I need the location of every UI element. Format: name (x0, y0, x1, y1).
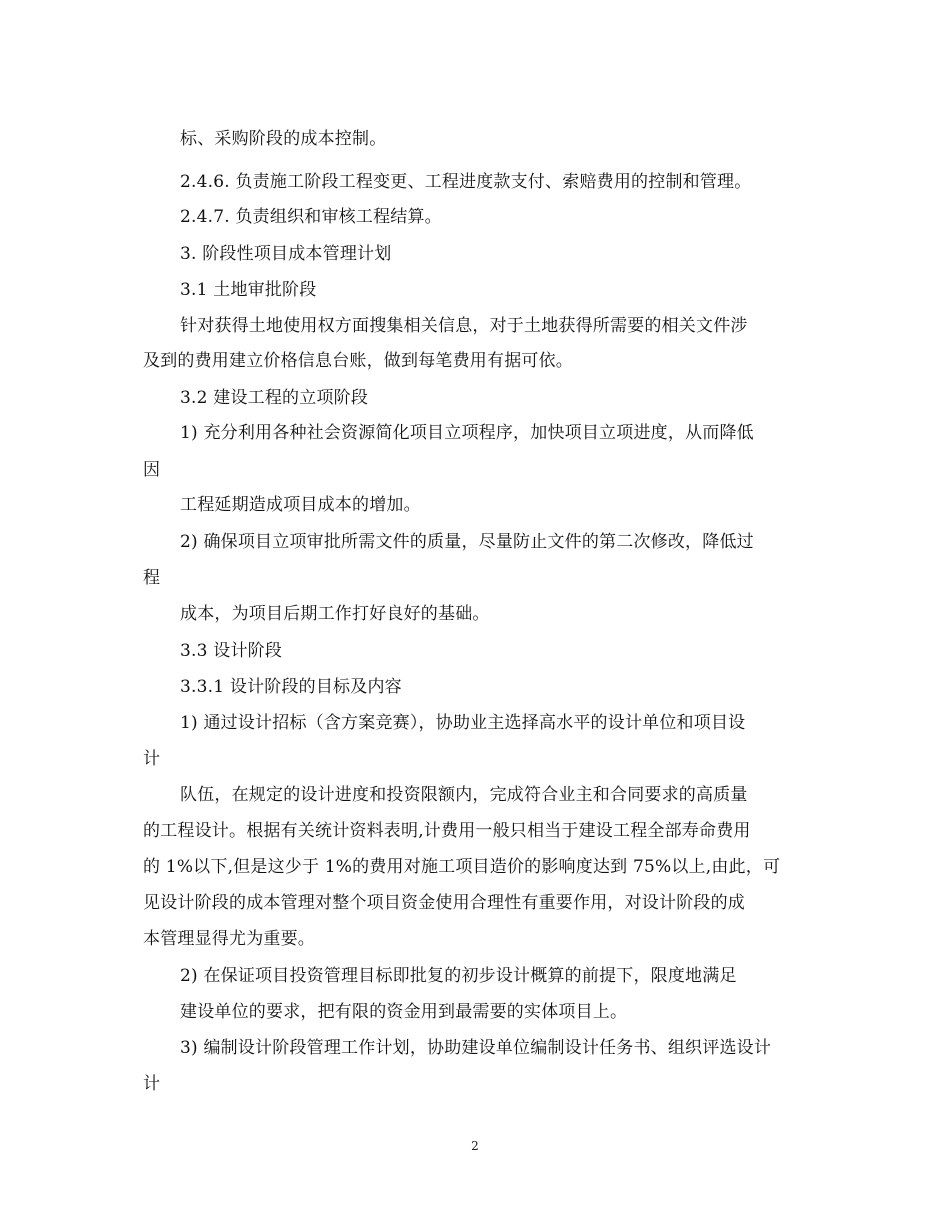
text-line: 3) 编制设计阶段管理工作计划，协助建设单位编制设计任务书、组织评选设计 (180, 1038, 772, 1058)
text-line: 2.4.6. 负责施工阶段工程变更、工程进度款支付、索赔费用的控制和管理。 (180, 172, 752, 192)
page-number: 2 (471, 1139, 479, 1153)
text-line: 队伍，在规定的设计进度和投资限额内，完成符合业主和合同要求的高质量 (180, 785, 748, 805)
text-line: 计 (143, 1074, 161, 1094)
text-line: 及到的费用建立价格信息台账，做到每笔费用有据可依。 (143, 351, 573, 371)
text-line: 2) 在保证项目投资管理目标即批复的初步设计概算的前提下，限度地满足 (180, 966, 737, 986)
text-line: 1) 充分利用各种社会资源简化项目立项程序，加快项目立项进度，从而降低 (180, 423, 754, 443)
text-line: 针对获得土地使用权方面搜集相关信息，对于土地获得所需要的相关文件涉 (180, 316, 748, 336)
subsection-heading: 3.3.1 设计阶段的目标及内容 (180, 677, 402, 697)
text-line: 2) 确保项目立项审批所需文件的质量，尽量防止文件的第二次修改，降低过 (180, 532, 754, 552)
text-line: 建设单位的要求，把有限的资金用到最需要的实体项目上。 (180, 1002, 628, 1022)
text-line: 1) 通过设计招标（含方案竞赛），协助业主选择高水平的设计单位和项目设 (180, 713, 746, 733)
subsection-heading: 3.1 土地审批阶段 (180, 280, 317, 300)
subsection-heading: 3.2 建设工程的立项阶段 (180, 388, 369, 408)
text-line: 见设计阶段的成本管理对整个项目资金使用合理性有重要作用，对设计阶段的成 (143, 893, 745, 913)
section-heading: 3. 阶段性项目成本管理计划 (180, 244, 392, 264)
text-line: 成本，为项目后期工作打好良好的基础。 (180, 604, 490, 624)
text-line: 程 (143, 568, 161, 588)
subsection-heading: 3.3 设计阶段 (180, 641, 283, 661)
text-line: 本管理显得尤为重要。 (143, 929, 315, 949)
text-line: 2.4.7. 负责组织和审核工程结算。 (180, 207, 442, 227)
text-line: 标、采购阶段的成本控制。 (180, 129, 387, 149)
text-line: 工程延期造成项目成本的增加。 (180, 495, 421, 515)
text-line: 因 (143, 460, 161, 480)
text-line: 计 (143, 749, 161, 769)
text-line: 的 1%以下,但是这少于 1%的费用对施工项目造价的影响度达到 75%以上,由此，可 (143, 857, 781, 877)
text-line: 的工程设计。根据有关统计资料表明,计费用一般只相当于建设工程全部寿命费用 (143, 821, 751, 841)
